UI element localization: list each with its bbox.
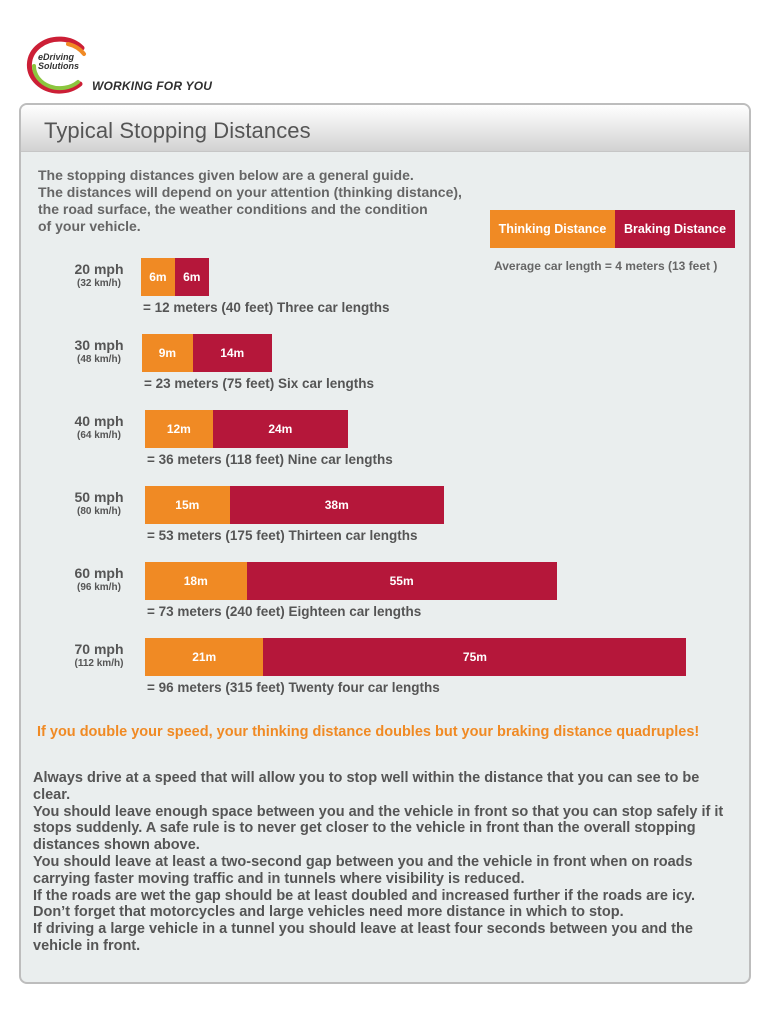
intro-text — [38, 167, 462, 235]
intro-line: of your vehicle. — [38, 218, 141, 234]
intro-line: The stopping distances given below are a general guide. — [38, 167, 414, 183]
thinking-distance-bar: 12m — [145, 410, 213, 448]
total-distance-label: = 96 meters (315 feet) Twenty four car lengths — [147, 680, 440, 695]
thinking-distance-bar: 18m — [145, 562, 247, 600]
speed-label: 20 mph — [74, 261, 124, 277]
advice-paragraph: If driving a large vehicle in a tunnel you should leave at least four seconds between you and the vehicle in front. — [33, 921, 693, 954]
speed-label: 40 mph — [74, 413, 124, 429]
thinking-distance-bar: 21m — [145, 638, 263, 676]
advice-paragraph: Don’t forget that motorcycles and large vehicles need more distance in which to stop. — [33, 904, 624, 921]
speed-label: 30 mph — [74, 337, 124, 353]
thinking-distance-bar: 9m — [142, 334, 193, 372]
speed-kmh-label: (80 km/h) — [77, 506, 121, 517]
speed-kmh-label: (112 km/h) — [74, 658, 124, 669]
braking-distance-bar: 75m — [263, 638, 686, 676]
speed-label: 60 mph — [74, 565, 124, 581]
average-car-length-note: Average car length = 4 meters (13 feet ) — [494, 259, 718, 273]
advice-paragraph: You should leave at least a two-second gap between you and the vehicle in front when on roads carrying faster moving traffic and in tunnels where visibility is reduced. — [33, 853, 693, 887]
chart-legend — [490, 210, 735, 248]
page-title: Typical Stopping Distances — [44, 118, 311, 143]
advice-paragraph: You should leave enough space between you and the vehicle in front so that you can stop safely if it stops suddenly. A safe rule is to never get closer to the vehicle in front than the overall stopping distances shown above. — [33, 803, 724, 854]
speed-kmh-label: (32 km/h) — [77, 278, 121, 289]
total-distance-label: = 23 meters (75 feet) Six car lengths — [144, 376, 374, 391]
legend-braking-distance: Braking Distance — [615, 210, 735, 248]
logo-wordmark: eDriving Solutions — [38, 52, 79, 71]
intro-line: The distances will depend on your attention (thinking distance), — [38, 184, 462, 200]
speed-label: 50 mph — [74, 489, 124, 505]
legend-thinking-distance: Thinking Distance — [490, 210, 615, 248]
braking-distance-bar: 38m — [230, 486, 444, 524]
intro-line: the road surface, the weather conditions and the condition — [38, 201, 428, 217]
total-distance-label: = 53 meters (175 feet) Thirteen car lengths — [147, 528, 418, 543]
speed-warning: If you double your speed, your thinking distance doubles but your braking distance quadruples! — [37, 724, 700, 740]
speed-label: 70 mph — [74, 641, 124, 657]
speed-kmh-label: (48 km/h) — [77, 354, 121, 365]
advice-paragraph: If the roads are wet the gap should be at least doubled and increased further if the roads are icy. — [33, 887, 696, 904]
braking-distance-bar: 6m — [175, 258, 209, 296]
advice-paragraph: Always drive at a speed that will allow you to stop well within the distance that you can see to be clear. — [33, 770, 700, 803]
total-distance-label: = 73 meters (240 feet) Eighteen car lengths — [147, 604, 422, 619]
total-distance-label: = 12 meters (40 feet) Three car lengths — [143, 300, 390, 315]
braking-distance-bar: 55m — [247, 562, 557, 600]
logo-tagline: WORKING FOR YOU — [92, 79, 213, 93]
speed-kmh-label: (96 km/h) — [77, 582, 121, 593]
stopping-distances-panel — [19, 103, 751, 984]
speed-kmh-label: (64 km/h) — [77, 430, 121, 441]
advice-text — [33, 770, 737, 955]
thinking-distance-bar: 15m — [145, 486, 230, 524]
total-distance-label: = 36 meters (118 feet) Nine car lengths — [147, 452, 393, 467]
braking-distance-bar: 24m — [213, 410, 348, 448]
thinking-distance-bar: 6m — [141, 258, 175, 296]
braking-distance-bar: 14m — [193, 334, 272, 372]
edriving-logo — [22, 36, 222, 100]
